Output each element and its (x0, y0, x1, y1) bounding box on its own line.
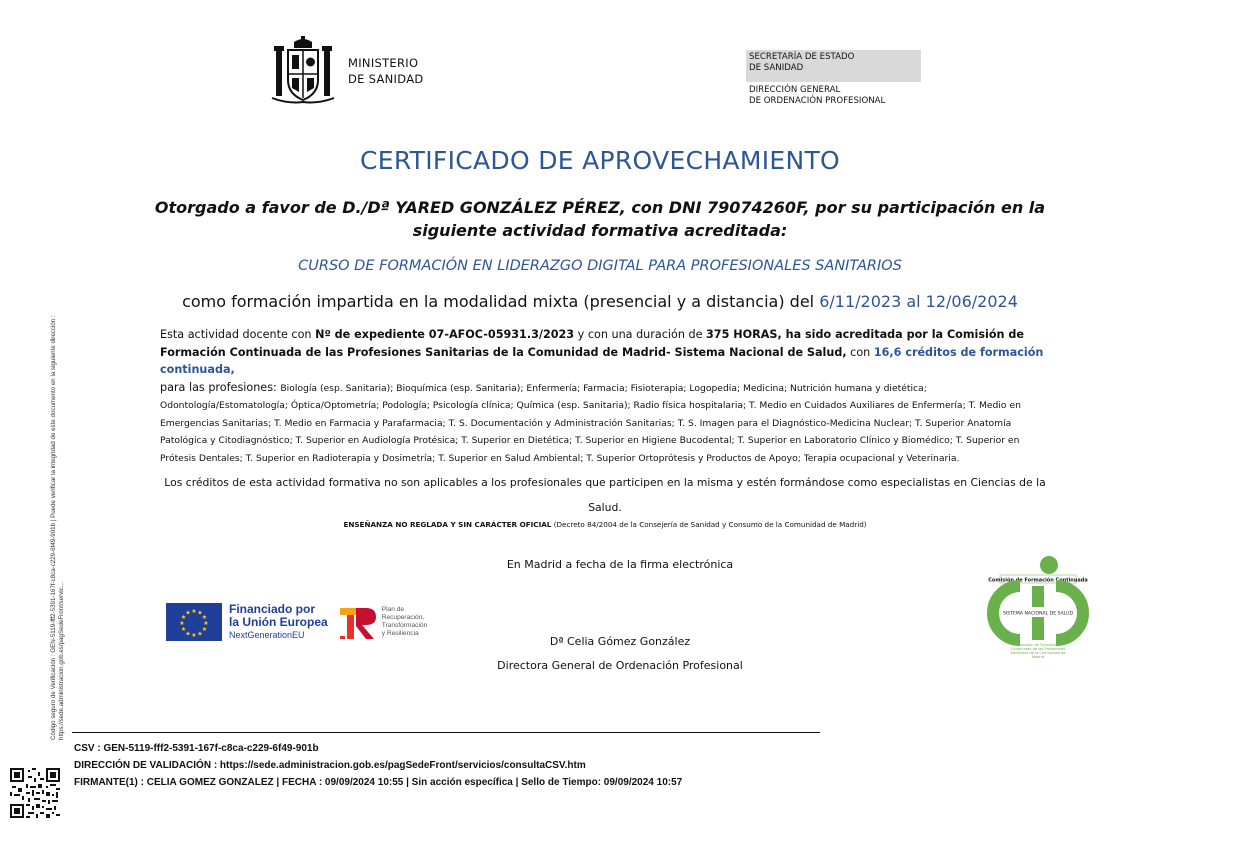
course-name: CURSO DE FORMACIÓN EN LIDERAZGO DIGITAL PARA PROFESIONALES SANITARIOS (298, 258, 902, 274)
signer-name: Dª Celia Gómez González (549, 635, 691, 648)
eu-line1: Financiado por (229, 602, 316, 616)
footer-divider (72, 732, 820, 733)
footer-signer: FIRMANTE(1) : CELIA GOMEZ GONZALEZ | FECHA : 09/09/2024 10:55 | Sin acción específica | Sello de Tiempo: 09/09/2024 10:57 (74, 777, 683, 788)
footer-csv: CSV : GEN-5119-fff2-5391-167f-c8ca-c229-6f49-901b (74, 743, 319, 754)
svg-text:★: ★ (191, 632, 197, 639)
body-con: con (850, 345, 871, 359)
ministry-name-line2: DE SANIDAD (348, 72, 424, 86)
ministry-name-line1: MINISTERIO (348, 56, 419, 70)
prtr-line1: Plan de (381, 606, 405, 613)
credits-text: 16,6 créditos de formación continuada, (160, 345, 1044, 376)
professions-list: Biología (esp. Sanitaria); Bioquímica (esp. Sanitaria); Enfermería; Farmacia; Fisioterapia; Logopedia; Medicina; Nutrición humana y dietética; Odontología/Estomatología; Óptica/Optometría; Podología; Psicología clínica; Química (esp. Sanitaria); Radio física hospitalaria; T. Medio en Cuidados Auxiliares de Enfermería; T. Medio en Emergencias Sanitarias; T. Medio en Farmacia y Parafarmacia; T. S. Documentación y Administración Sanitarias; T. S. Imagen para el Diagnóstico-Medicina Nuclear; T. Superior Anatomía Patológica y Citodiagnóstico; T. Superior en Audiología Protésica; T. Superior en Dietética; T. Superior en Higiene Bucodental; T. Superior en Laboratorio Clínico y Biomédico; T. Superior en Prótesis Dentales; T. Superior en Radioterapia y Dosimetría; T. Superior en Salud Ambiental; T. Superior Ortoprótesis y Productos de Apoyo; Terapia ocupacional y Veterinaria. (160, 382, 1021, 464)
course-dates: 6/11/2023 al 12/06/2024 (819, 292, 1018, 311)
signer-role: Directora General de Ordenación Profesional (497, 659, 743, 672)
svg-text:★: ★ (203, 620, 209, 627)
coat-of-arms-icon (272, 36, 334, 106)
place-date: En Madrid a fecha de la firma electrónica (506, 558, 734, 571)
secretaria-line1: SECRETARÍA DE ESTADO (749, 52, 855, 62)
side-line1: Código seguro de Verificación : GEN-5119-fff2-5391-167f-c8ca-c229-6f49-901b | Puede verificar la integridad de este documento en la siguiente dirección : (50, 315, 57, 740)
certificate-title: CERTIFICADO DE APROVECHAMIENTO (359, 146, 841, 175)
svg-text:★: ★ (185, 609, 191, 617)
direccion-line1: DIRECCIÓN GENERAL (749, 85, 841, 95)
footer-validation[interactable]: DIRECCIÓN DE VALIDACIÓN : https://sede.administracion.gob.es/pagSedeFront/servicios/consultaCSV.htm (74, 760, 586, 771)
cfc-band-text: SISTEMA NACIONAL DE SALUD (1002, 611, 1074, 617)
official-bold: ENSEÑANZA NO REGLADA Y SIN CARÁCTER OFICIAL (343, 520, 552, 529)
prtr-line2: Recuperación, (381, 614, 425, 621)
side-verification (50, 240, 88, 740)
svg-text:★: ★ (201, 626, 208, 633)
body-duration-pre: y con una duración de (577, 328, 703, 341)
svg-text:★: ★ (197, 630, 203, 638)
secretaria-line2: DE SANIDAD (749, 63, 804, 73)
svg-text:★: ★ (197, 609, 203, 617)
modality-text: como formación impartida en la modalidad mixta (presencial y a distancia) del (182, 292, 815, 311)
svg-text:★: ★ (180, 626, 187, 633)
accreditation-paragraph (160, 326, 1050, 466)
svg-text:★: ★ (180, 614, 187, 621)
eu-line3: NextGenerationEU (229, 630, 305, 640)
signer-block (0, 630, 1240, 678)
svg-text:★: ★ (191, 608, 197, 615)
secretaria-block (746, 50, 921, 82)
credits-notice: Los créditos de esta actividad formativa no son aplicables a los profesionales que participen en la misma y estén formándose como especialistas en Ciencias de la Salud. (164, 476, 1046, 514)
awarded-line1: Otorgado a favor de D./Dª YARED GONZÁLEZ PÉREZ, con DNI 79074260F, por su participación en la (154, 198, 1046, 217)
cfc-caption: Comisión de Formación Continuada de las Profesiones Sanitarias de la Comunidad de Madrid (1010, 643, 1066, 659)
secretaria-header (746, 50, 921, 110)
direccion-line2: DE ORDENACIÓN PROFESIONAL (749, 96, 886, 106)
svg-text:★: ★ (185, 630, 191, 638)
awarded-statement (150, 196, 1050, 242)
modality-line (0, 292, 1200, 311)
side-line2: https://sede.administracion.gob.es/pagSedeFront/servic... (58, 582, 65, 740)
side-verification-text (50, 240, 66, 740)
qr-code-icon[interactable] (10, 768, 60, 818)
eu-line2: la Unión Europea (229, 615, 328, 629)
prtr-line4: y Resiliencia (381, 630, 419, 637)
svg-text:★: ★ (179, 620, 185, 627)
official-rest: (Decreto 84/2004 de la Consejería de Sanidad y Consumo de la Comunidad de Madrid) (553, 520, 867, 529)
footer (74, 740, 682, 791)
expediente-number: Nº de expediente 07-AFOC-05931.3/2023 (315, 328, 575, 341)
svg-text:★: ★ (201, 614, 208, 621)
body-para: para las profesiones: (160, 380, 277, 394)
awarded-line2: siguiente actividad formativa acreditada: (412, 221, 788, 240)
accreditation-text: 375 HORAS, ha sido acreditada por la Comisión de Formación Continuada de las Profesiones Sanitarias de la Comunidad de Madrid- Sistema Nacional de Salud, (160, 328, 1024, 359)
ministry-header (272, 36, 424, 106)
body-intro: Esta actividad docente con (160, 328, 312, 341)
direccion-block (746, 82, 921, 110)
official-notice (160, 520, 1050, 529)
cfc-top-text: Comisión de Formación Continuada (988, 577, 1088, 584)
prtr-line3: Transformación (381, 622, 428, 629)
